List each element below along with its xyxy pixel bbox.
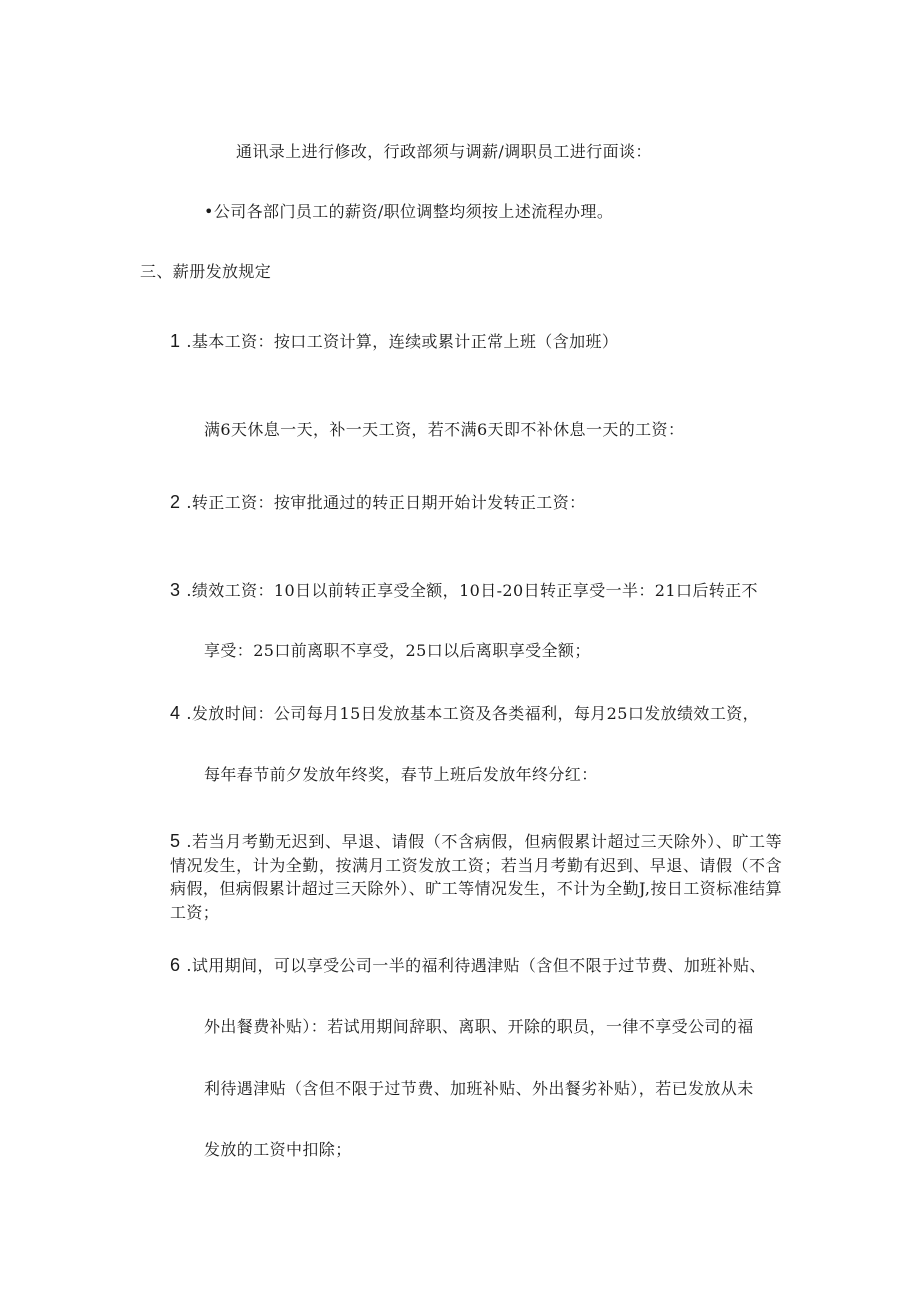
list-item-2 xyxy=(170,492,586,513)
item-number: 6 xyxy=(170,955,181,975)
item-text: .试用期间，可以享受公司一半的福利待遇津贴（含但不限于过节费、加班补贴、 xyxy=(186,956,766,975)
list-item-1-continuation: 满6天休息一天，补一天工资，若不满6天即不补休息一天的工资： xyxy=(204,420,685,439)
item-text: .基本工资：按口工资计算，连续或累计正常上班（含加班） xyxy=(186,332,619,351)
bullet-line: •公司各部门员工的薪资/职位调整均须按上述流程办理。 xyxy=(204,202,614,221)
list-item-3-continuation: 享受：25口前离职不享受，25口以后离职享受全额； xyxy=(204,641,591,660)
section-heading: 三、薪册发放规定 xyxy=(140,262,272,281)
item-number: 3 xyxy=(170,580,181,600)
list-item-6-continuation: 外出餐费补贴）：若试用期间辞职、离职、开除的职员，一律不享受公司的福 xyxy=(204,1017,754,1036)
item-text: .转正工资：按审批通过的转正日期开始计发转正工资： xyxy=(186,493,586,512)
item-text: .发放时间：公司每月15日发放基本工资及各类福利，每月25口发放绩效工资， xyxy=(186,704,760,723)
item-number: 1 xyxy=(170,331,181,351)
list-item-4 xyxy=(170,703,759,724)
list-item-3 xyxy=(170,580,758,601)
list-item-1 xyxy=(170,331,618,352)
list-item-4-continuation: 每年春节前夕发放年终奖，春节上班后发放年终分红： xyxy=(204,765,598,784)
list-item-5 xyxy=(170,830,782,924)
intro-line: 通讯录上进行修改，行政部须与调薪/调职员工进行面谈： xyxy=(236,142,652,161)
item-text: .绩效工资：10日以前转正享受全额，10日-20日转正享受一半：21口后转正不 xyxy=(186,581,758,600)
list-item-6-continuation: 利待遇津贴（含但不限于过节费、加班补贴、外出餐劣补贴），若已发放从未 xyxy=(204,1079,754,1098)
list-item-6-continuation: 发放的工资中扣除； xyxy=(204,1140,352,1159)
item-number: 4 xyxy=(170,703,181,723)
item-number: 2 xyxy=(170,492,181,512)
list-item-6 xyxy=(170,955,766,976)
item-number: 5 xyxy=(170,831,181,851)
item-text: .若当月考勤无迟到、早退、请假（不含病假，但病假累计超过三天除外）、旷工等情况发生，计为全勤，按满月工资发放工资；若当月考勤有迟到、早退、请假（不含病假，但病假累计超过三天除外）、旷工等情况发生，不计为全勤J,按日工资标准结算工资； xyxy=(170,832,782,922)
